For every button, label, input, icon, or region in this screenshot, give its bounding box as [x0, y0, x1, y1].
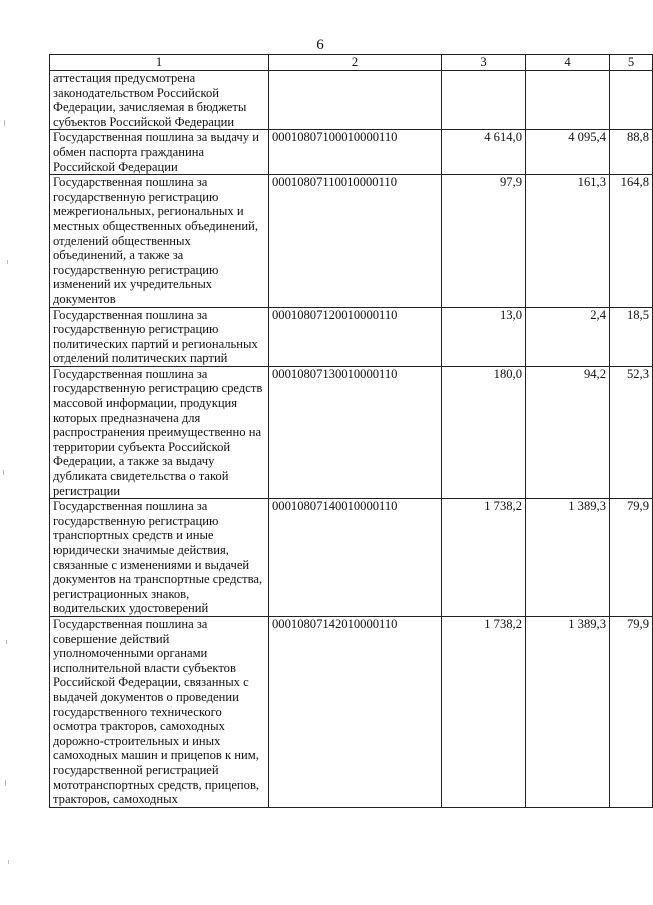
- row-code-cell: 00010807130010000110: [269, 366, 442, 498]
- row-percent-cell: 18,5: [610, 307, 653, 366]
- row-actual-cell: 2,4: [526, 307, 610, 366]
- row-plan-cell: 180,0: [442, 366, 526, 498]
- row-code-cell: 00010807140010000110: [269, 499, 442, 617]
- row-plan-cell: 1 738,2: [442, 499, 526, 617]
- column-header-5: 5: [610, 55, 653, 71]
- table-row: [50, 130, 653, 175]
- row-percent-cell: [610, 71, 653, 130]
- column-number-row: [50, 55, 653, 71]
- row-name-cell: аттестация предусмотрена законодательством Российской Федерации, зачисляемая в бюджеты субъектов Российской Федерации: [50, 71, 269, 130]
- column-header-4: 4: [526, 55, 610, 71]
- row-name-cell: Государственная пошлина за совершение действий уполномоченными органами исполнительной власти субъектов Российской Федерации, связанных с выдачей документов о проведении государственного технического осмотра тракторов, самоходных дорожно-строительных и иных самоходных машин и прицепов к ним, государственной регистрацией мототранспортных средств, прицепов, тракторов, самоходных: [50, 616, 269, 807]
- row-code-cell: [269, 71, 442, 130]
- row-name-cell: Государственная пошлина за государственную регистрацию политических партий и региональных отделений политических партий: [50, 307, 269, 366]
- row-name-cell: Государственная пошлина за выдачу и обмен паспорта гражданина Российской Федерации: [50, 130, 269, 175]
- row-code-cell: 00010807142010000110: [269, 616, 442, 807]
- scan-mark: [4, 120, 5, 126]
- row-actual-cell: [526, 71, 610, 130]
- table-row: [50, 71, 653, 130]
- row-actual-cell: 94,2: [526, 366, 610, 498]
- row-name-cell: Государственная пошлина за государственную регистрацию межрегиональных, региональных и местных общественных объединений, отделений общественных объединений, а также за государственную регистрацию изменений их учредительных документов: [50, 175, 269, 307]
- column-header-3: 3: [442, 55, 526, 71]
- row-actual-cell: 1 389,3: [526, 499, 610, 617]
- row-code-cell: 00010807100010000110: [269, 130, 442, 175]
- scan-mark: [5, 780, 6, 786]
- row-plan-cell: [442, 71, 526, 130]
- row-plan-cell: 97,9: [442, 175, 526, 307]
- row-plan-cell: 4 614,0: [442, 130, 526, 175]
- row-code-cell: 00010807110010000110: [269, 175, 442, 307]
- table-row: [50, 499, 653, 617]
- row-actual-cell: 1 389,3: [526, 616, 610, 807]
- row-actual-cell: 161,3: [526, 175, 610, 307]
- table-row: [50, 175, 653, 307]
- row-actual-cell: 4 095,4: [526, 130, 610, 175]
- scan-mark: [8, 860, 9, 864]
- row-code-cell: 00010807120010000110: [269, 307, 442, 366]
- row-percent-cell: 79,9: [610, 499, 653, 617]
- table-row: [50, 366, 653, 498]
- scan-mark: [3, 470, 4, 475]
- table-row: [50, 307, 653, 366]
- row-plan-cell: 1 738,2: [442, 616, 526, 807]
- column-header-1: 1: [50, 55, 269, 71]
- row-name-cell: Государственная пошлина за государственную регистрацию транспортных средств и иные юридически значимые действия, связанные с изменениями и выдачей документов на транспортные средства, регистрационных знаков, водительских удостоверений: [50, 499, 269, 617]
- row-percent-cell: 164,8: [610, 175, 653, 307]
- row-plan-cell: 13,0: [442, 307, 526, 366]
- row-percent-cell: 79,9: [610, 616, 653, 807]
- row-percent-cell: 52,3: [610, 366, 653, 498]
- column-header-2: 2: [269, 55, 442, 71]
- scan-mark: [7, 260, 8, 264]
- row-percent-cell: 88,8: [610, 130, 653, 175]
- budget-revenue-table: [49, 54, 653, 808]
- page-number: 6: [316, 37, 324, 53]
- scan-mark: [6, 640, 7, 644]
- table-row: [50, 616, 653, 807]
- row-name-cell: Государственная пошлина за государственную регистрацию средств массовой информации, продукция которых предназначена для распространения преимущественно на территории субъекта Российской Федерации, а также за выдачу дубликата свидетельства о такой регистрации: [50, 366, 269, 498]
